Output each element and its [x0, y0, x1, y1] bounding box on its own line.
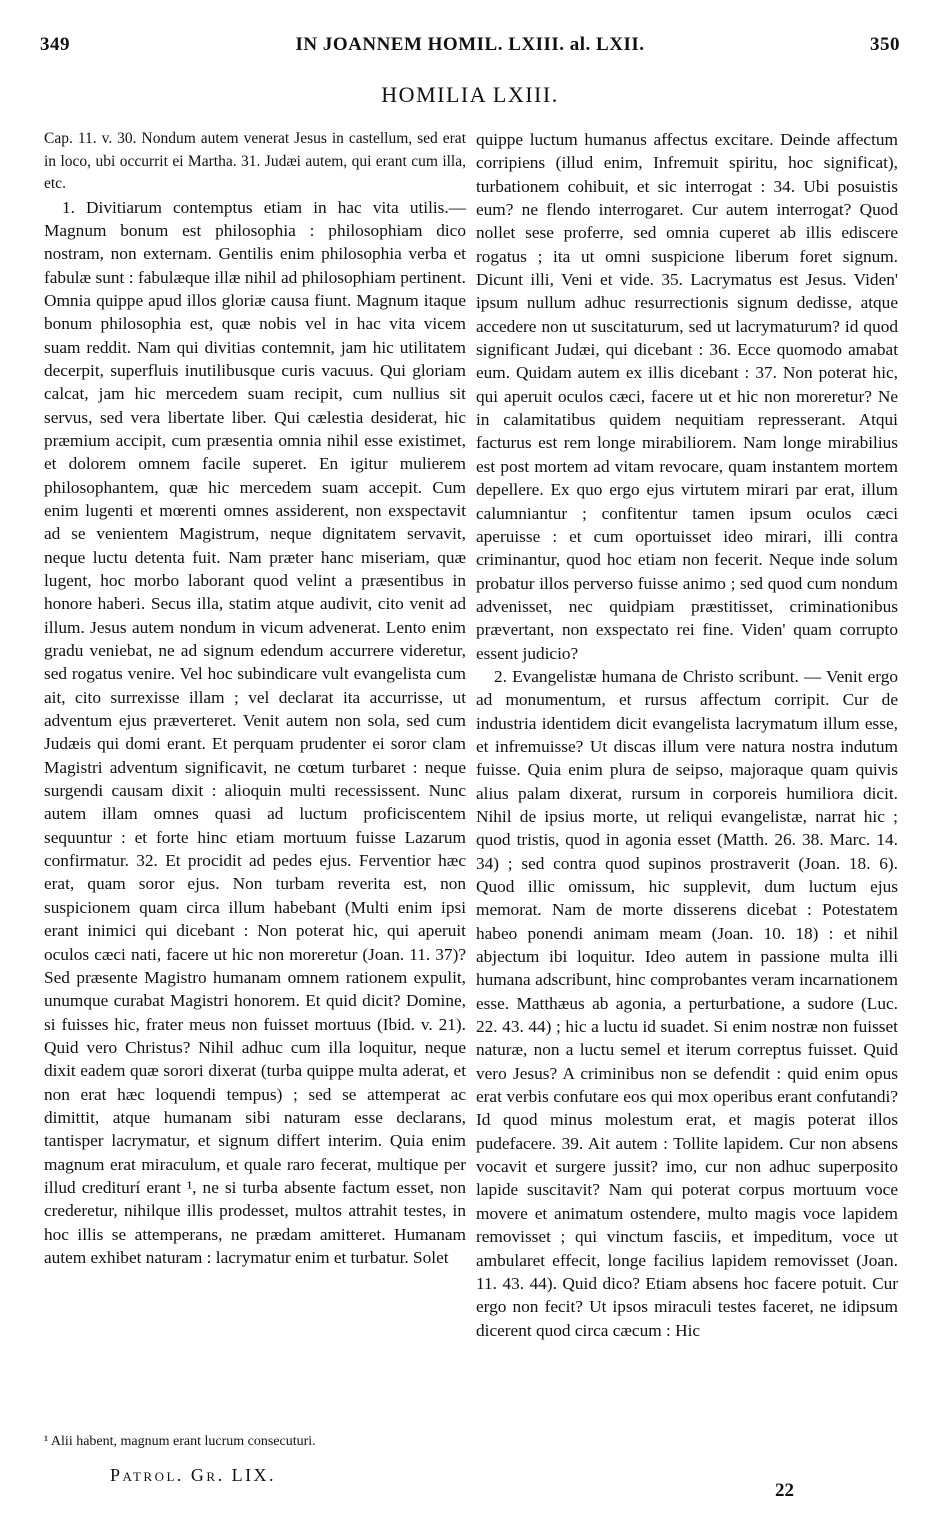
page-number-left: 349	[40, 34, 70, 55]
chapter-reference: Cap. 11. v. 30. Nondum autem venerat Jesus in castellum, sed erat in loco, ubi occurrit ei Martha. 31. Judæi autem, qui erant cum illa, etc.	[44, 130, 466, 192]
running-header	[40, 34, 900, 64]
page-number-right: 350	[870, 34, 900, 55]
homily-title: HOMILIA LXIII.	[381, 82, 559, 107]
left-column	[44, 128, 466, 1269]
running-title: IN JOANNEM HOMIL. LXIII. al. LXII.	[295, 34, 645, 55]
paragraph-1-continued: quippe luctum humanus affectus excitare. Deinde affectum corripiens (illud enim, Infremuit spiritu, hoc significat), turbationem cohibuit, et sic interrogat : 34. Ubi posuistis eum? ne flendo interrogaret. Cur autem interrogat? Quod nollet sese proferre, sed omnia cuperet ab illis ediscere rogatus ; ita ut omni suspicione liberum foret signum. Dicunt illi, Veni et vide. 35. Lacrymatus est Jesus. Viden' ipsum nullum adhuc resurrectionis signum dedisse, atque accedere non ut suscitaturum, sed ut lacrymaturum? id quod significant Judæi, qui dicebant : 36. Ecce quomodo amabat eum. Quidam autem ex illis dicebant : 37. Non poterat hic, qui aperuit oculos cæci, facere ut et hic non moreretur? Ne in calamitatibus quidem nequitiam represserant. Atqui facturus est rem longe mirabiliorem. Nam longe mirabilius est post mortem ad vitam revocare, quam instantem mortem depellere. Ex quo ergo ejus virtutem mirari par erat, illum calumniantur ; confitentur tamen ipsum oculos cæci aperuisse : et cum oportuisset ideo mirari, illi contra criminantur, quod hoc etiam non fecerit. Neque inde solum probatur illos perverso fuisse animo ; sed quod cum nondum advenisset, nec quidpiam præstitisset, criminationibus prævertant, non exspectato rei fine. Viden' quam corrupto essent judicio?	[476, 130, 898, 663]
paragraph-2: 2. Evangelistæ humana de Christo scribunt. — Venit ergo ad monumentum, et rursus affectum corripit. Cur de industria identidem dicit evangelista lacrymatum illum esse, et infremuisse? Ut discas illum vere natura nostra indutum fuisse. Quia enim plura de seipso, majoraque quam quivis alius palam dixerat, rursum in corporeis humiliora dicit. Nihil de ipsius morte, ut reliqui evangelistæ, narrat hic ; quod tristis, quod in agonia esset (Matth. 26. 38. Marc. 14. 34) ; sed contra quod supinos prostraverit (Joan. 18. 6). Quod illic omissum, hic supplevit, dum luctum ejus memorat. Nam de morte disserens dicebat : Potestatem habeo ponendi animam meam (Joan. 10. 18) : et nihil abjectum ibi loquitur. Ideo autem in passione multa illi humana adscribunt, hinc comprobantes veram incarnationem esse. Matthæus ab agonia, a perturbatione, a sudore (Luc. 22. 43. 44) ; hic a luctu id suadet. Si enim nostræ non fuisset naturæ, non a luctu semel et iterum correptus fuisset. Quid vero Jesus? A criminibus non se defendit : quid enim opus erat verbis confutare eos qui mox operibus erant confutandi? Id quod minus molestum erat, et magis poterat illos pudefacere. 39. Ait autem : Tollite lapidem. Cur non absens vocavit et surgere jussit? imo, cur non adhuc superposito lapide suscitavit? Nam qui poterat corpus mortuum voce movere et animatum ostendere, multo magis voce lapidem removisset ; qui vinctum fasciis, et impeditum, voce ut ambularet effecit, longe facilius lapidem removisset (Joan. 11. 43. 44). Quid dico? Etiam absens hoc facere potuit. Cur ergo non fecit? Ut ipsos miraculi testes faceret, ne idipsum dicerent quod circa cæcum : Hic	[476, 666, 898, 1340]
signature-mark: 22	[775, 1480, 794, 1501]
right-column	[476, 128, 898, 1342]
series-footer: Patrol. Gr. LIX.	[110, 1465, 277, 1485]
footnote: ¹ Alii habent, magnum erant lucrum consecuturi.	[44, 1434, 316, 1449]
paragraph-1: 1. Divitiarum contemptus etiam in hac vita utilis.— Magnum bonum est philosophia : philosophiam dico nostram, non externam. Gentilis enim philosophia verba et fabulæ sunt : fabulæque illæ nihil ad philosophiam pertinent. Omnia quippe apud illos gloriæ causa fiunt. Magnum itaque bonum philosophia est, quæ nobis vel in hac vita vicem suam reddit. Nam qui divitias contemnit, jam hic utilitatem decerpit, superfluis inutilibusque curis vacuus. Qui gloriam calcat, jam hic mercedem suam recipit, cum nullius sit servus, sed vera libertate liber. Qui cælestia desiderat, hic præmium accipit, cum præsentia omnia nihil esse existimet, et dolorem omnem facile superet. En igitur mulierem philosophantem, quæ hic mercedem suam accepit. Cum enim lugenti et mœrenti omnes assiderent, non exspectavit ad se venientem Magistrum, neque dignitatem servavit, neque luctu detenta fuit. Nam præter hanc miseriam, quæ lugent, hoc morbo laborant quod velint a præsentibus in honore haberi. Secus illa, statim atque audivit, cito venit ad illum. Jesus autem nondum in vicum advenerat. Lento enim gradu veniebat, ne ad signum edendum accurrere videretur, sed rogatus venire. Vel hoc subindicare vult evangelista cum ait, cito surrexisse illam ; vel declarat ita accurrisse, ut adventum ejus præverteret. Venit autem non sola, sed cum Judæis qui domi erant. Et perquam prudenter ei soror clam Magistri adventum significavit, ne cœtum turbaret : neque surgendi causam dixit : alioquin multi recessissent. Nunc autem illam omnes quasi ad luctum proficiscentem sequuntur : et forte hinc etiam mortuum fuisse Lazarum confirmatur. 32. Et procidit ad pedes ejus. Ferventior hæc erat, quam soror ejus. Non turbam reverita est, non suspicionem quam circa illum habebant (Multi enim ipsi erant inimici qui dicebant : Non poterat hic, qui aperuit oculos cæci nati, facere ut hic non moreretur (Joan. 11. 37)? Sed præsente Magistro humanam omnem rationem expulit, unumque curabat Magistri honorem. Et quid dicit? Domine, si fuisses hic, frater meus non fuisset mortuus (Ibid. v. 21). Quid vero Christus? Nihil adhuc cum illa loquitur, neque dixit eadem quæ sorori dixerat (turba quippe multa aderat, et non erat hæc loquendi tempus) ; sed se attemperat ac dimittit, atque humanam sibi naturam esse declarans, tantisper lacrymatur, et signum differt interim. Quia enim magnum erat miraculum, et quale raro fecerat, multique per illud crediturí erant ¹, ne si turba absente factum esset, non crederetur, nihilque illis prodesset, multos attrahit testes, in hoc illis se attemperans, ne prædam amitteret. Humanam autem exhibet naturam : lacrymatur enim et turbatur. Solet	[44, 197, 466, 1267]
